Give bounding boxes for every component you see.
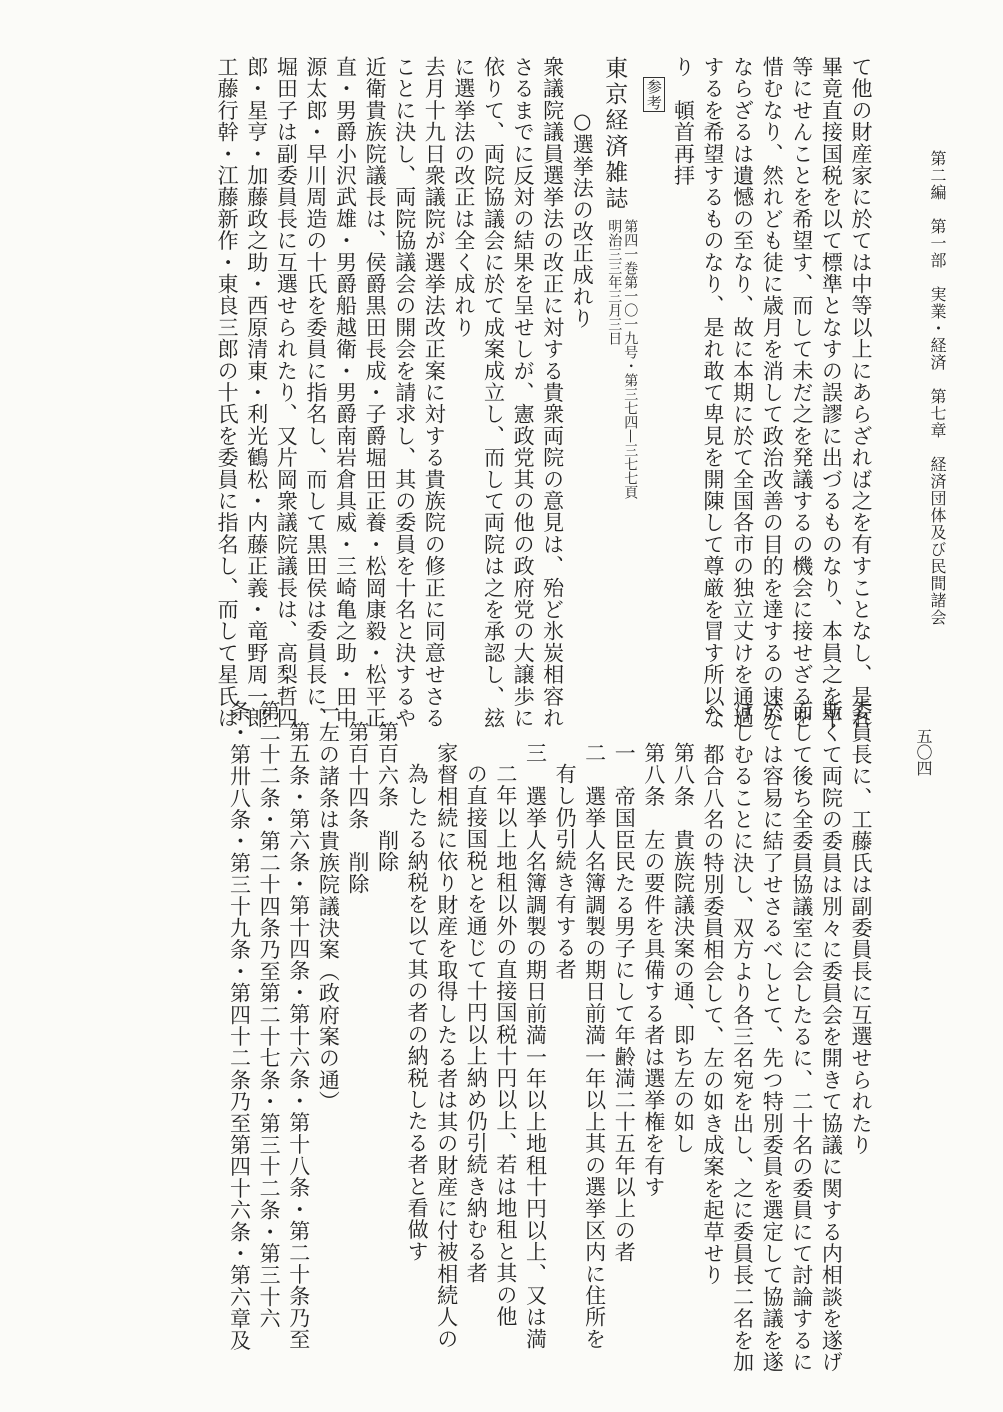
citation xyxy=(606,219,638,499)
magazine-title: 東京経済雑誌 xyxy=(601,56,628,212)
citation-date: 明治三三年三月三日 xyxy=(606,219,623,346)
paragraph-line: けしむることに決し、双方より各三名宛を出し、之に委員長二名を加 xyxy=(730,700,755,1373)
article-item-2-cont: 有し仍引続き有する者 xyxy=(553,763,578,980)
paragraph-line: 惜むなり、然れども徒に歳月を消して政治改善の目的を達するの速か xyxy=(760,56,785,729)
list-intro: 一左の諸条は貴族院議決案（政府案の通） xyxy=(316,700,341,1113)
paragraph-line: 等にせんことを希望す、而して未だ之を発議するの機会に接せざるを xyxy=(789,56,814,729)
paragraph-line: 於ては容易に結了せさるべしとて、先つ特別委員を選定して協議を遂 xyxy=(760,700,785,1373)
paragraph-line: 源太郎・早川周造の十氏を委員に指名し、而して黒田侯は委員長に、 xyxy=(303,56,328,729)
article-8-body: 第八条 左の要件を具備する者は選挙権を有す xyxy=(641,742,666,1198)
article-114: 第百十四条 削除 xyxy=(345,721,370,895)
paragraph-line: に選挙法の改正は全く成れり xyxy=(451,56,476,339)
paragraph-line: 工藤行幹・江藤新作・東良三郎の十氏を委員に指名し、而して星氏は xyxy=(215,56,240,729)
article-item-2: 二 選挙人名簿調製の期日前満一年以上其の選挙区内に住所を xyxy=(582,742,607,1350)
article-item-3: 三 選挙人名簿調製の期日前満一年以上地租十円以上、又は満 xyxy=(523,742,548,1350)
citation-volume: 第四一巻第一〇一九号・第三七四—三七七頁 xyxy=(622,219,639,500)
article-item-3-cont: の直接国税とを通じて十円以上納め仍引続き納むる者 xyxy=(464,763,489,1284)
paragraph-line: さるまでに反対の結果を呈せしが、憲政党其の他の政府党の大譲歩に xyxy=(511,56,536,729)
article-106: 第百六条 削除 xyxy=(375,721,400,873)
section-title: ○選挙法の改正成れり xyxy=(570,108,595,329)
paragraph-line: するを希望するものなり、是れ敢て卑見を開陳して尊厳を冒す所以な xyxy=(701,56,726,729)
paragraph-line: 而して後ち全委員協議室に会したるに、二十名の委員にて討論するに xyxy=(789,700,814,1373)
paragraph-line: 郎・星亨・加藤政之助・西原清東・利光鶴松・内藤正義・竜野周一郎 xyxy=(244,56,269,729)
paragraph-line: ならざるは遺憾の至なり、故に本期に於て全国各市の独立丈けを通過 xyxy=(730,56,755,729)
paragraph-line: へ、都合八名の特別委員相会して、左の如き成案を起草せり xyxy=(701,700,726,1286)
article-item-3-cont: 二年以上地租以外の直接国税十円以上、若は地租と其の他 xyxy=(493,763,518,1328)
paragraph-line: 近衛貴族院議長は、侯爵黒田長成・子爵堀田正養・松岡康毅・松平正 xyxy=(363,56,388,729)
article-list-line: 第五条・第六条・第十四条・第十六条・第十八条・第二十条乃至 xyxy=(286,721,311,1351)
reference-tag: 参考 xyxy=(644,79,663,111)
paragraph-line: 衆議院議員選挙法の改正に対する貴衆両院の意見は、殆ど氷炭相容れ xyxy=(540,56,565,729)
page-number: 五〇四 xyxy=(914,728,933,776)
article-list-line: 第二十二条・第二十四条乃至第二十七条・第三十二条・第三十六 xyxy=(257,700,282,1330)
article-item-3-note: 家督相続に依り財産を取得したる者は其の財産に付被相続人の xyxy=(434,742,459,1350)
paragraph-line: 畢竟直接国税を以て標準となすの誤謬に出づるものなり、本員之を平 xyxy=(819,56,844,729)
running-header: 第二編 第一部 実業・経済 第七章 経済団体及び民間諸会 xyxy=(928,150,947,626)
paragraph-line: て他の財産家に於ては中等以上にあらざれば之を有すことなし、是れ xyxy=(849,56,873,729)
source-line xyxy=(596,56,638,666)
paragraph-line: 依りて、両院協議会に於て成案成立し、而して両院は之を承認し、玆 xyxy=(481,56,506,729)
article-item-3-note-cont: 為したる納税を以て其の者の納税したる者と看做す xyxy=(405,763,430,1263)
article-item-1: 一 帝国臣民たる男子にして年齢満二十五年以上の者 xyxy=(612,742,637,1263)
reference-heading xyxy=(638,56,668,666)
paragraph-line: り 頓首再拝 xyxy=(671,56,696,187)
article-8-title: 第八条 貴族院議決案の通、即ち左の如し xyxy=(671,742,696,1155)
lower-text-block xyxy=(224,700,875,1373)
paragraph-line: 直・男爵小沢武雄・男爵船越衛・男爵南岩倉具威・三崎亀之助・田中 xyxy=(333,56,358,729)
paragraph-line: 堀田子は副委員長に互選せられたり、又片岡衆議院議長は、高梨哲四 xyxy=(274,56,299,729)
upper-text-block xyxy=(212,56,875,729)
paragraph-line: 委員長に、工藤氏は副委員長に互選せられたり xyxy=(849,700,873,1156)
paragraph-line: 去月十九日衆議院が選挙法改正案に対する貴族院の修正に同意せさる xyxy=(422,56,447,729)
paragraph-line: 斯くて両院の委員は別々に委員会を開きて協議に関する内相談を遂げ xyxy=(819,700,844,1373)
paragraph-line: ことに決し、両院協議会の開会を請求し、其の委員を十名と決するや xyxy=(392,56,417,729)
article-list-line: 条・第卅八条・第三十九条・第四十二条乃至第四十六条・第六章及 xyxy=(227,700,252,1351)
